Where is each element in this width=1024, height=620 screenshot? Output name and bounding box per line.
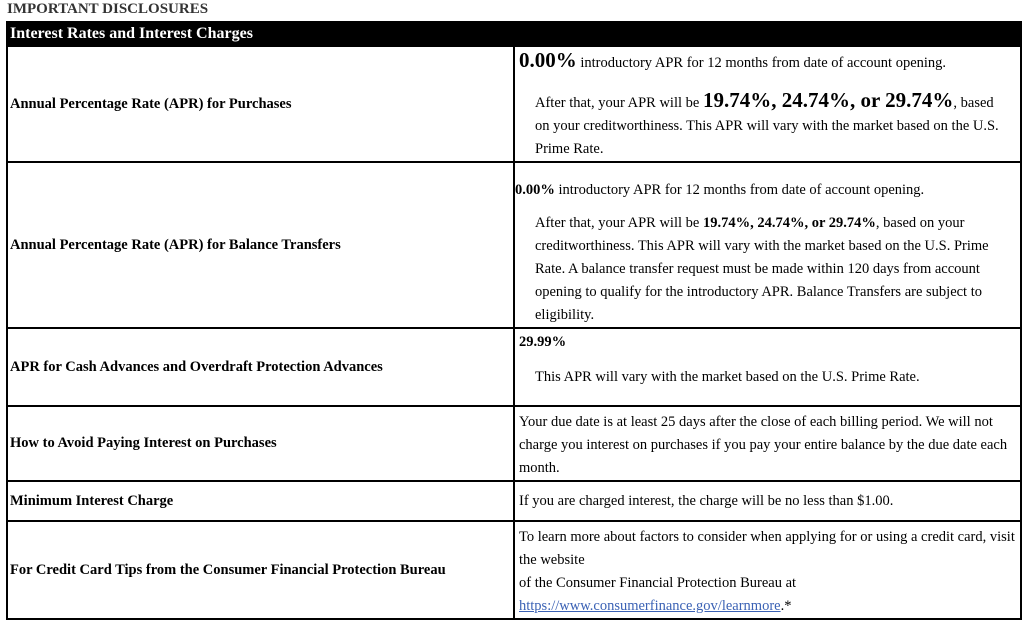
table-header-row xyxy=(7,22,1021,46)
cfpb-text xyxy=(515,522,1020,618)
row-value xyxy=(514,406,1021,481)
cash-advance-apr: 29.99% xyxy=(519,334,567,350)
intro-apr xyxy=(515,47,1020,75)
after-prefix: After that, your APR will be xyxy=(535,215,703,231)
apr-sep-1: , xyxy=(750,215,758,231)
cash-advance-rate xyxy=(515,329,1020,354)
interest-rates-table xyxy=(6,21,1022,620)
apr-sep-2: , or xyxy=(804,215,829,231)
apr-rate-1: 19.74% xyxy=(702,88,772,112)
intro-apr xyxy=(515,163,1020,202)
table-row xyxy=(7,521,1021,619)
table-header: Interest Rates and Interest Charges xyxy=(7,22,1021,46)
intro-rate: 0.00% xyxy=(515,182,555,198)
row-label: How to Avoid Paying Interest on Purchases xyxy=(7,406,514,481)
table-row xyxy=(7,46,1021,162)
cfpb-line-2 xyxy=(519,572,1020,618)
row-label: Minimum Interest Charge xyxy=(7,481,514,521)
after-prefix: After that, your APR will be xyxy=(535,95,703,111)
intro-rate: 0.00% xyxy=(519,48,577,72)
row-label: For Credit Card Tips from the Consumer Financial Protection Bureau xyxy=(7,521,514,619)
apr-sep-1: , xyxy=(771,88,782,112)
row-value xyxy=(514,521,1021,619)
apr-rate-2: 24.74% xyxy=(757,215,805,231)
cfpb-line-2-prefix: of the Consumer Financial Protection Bureau at xyxy=(519,575,797,591)
avoid-interest-text: Your due date is at least 25 days after the close of each billing period. We will not charge you interest on purchases if you pay your entire balance by the due date each month. xyxy=(519,414,1008,476)
row-value xyxy=(514,162,1021,328)
apr-rate-2: 24.74% xyxy=(781,88,850,112)
minimum-interest-text: If you are charged interest, the charge will be no less than $1.00. xyxy=(519,492,894,509)
after-apr xyxy=(515,202,1020,327)
row-value xyxy=(514,46,1021,162)
table-row xyxy=(7,481,1021,521)
row-label: Annual Percentage Rate (APR) for Balance Transfers xyxy=(7,162,514,328)
intro-text: introductory APR for 12 months from date of account opening. xyxy=(554,182,925,198)
cfpb-line-1: To learn more about factors to consider when applying for or using a credit card, visit the website xyxy=(519,529,1015,568)
apr-sep-2: , or xyxy=(849,88,886,112)
after-suffix: , based on your creditworthiness. This APR will vary with the market based on the U.S. Prime Rate. A balance transfer request must be made within 120 days from account opening to qualify for the introductory APR. Balance Transfers are subject to eligibility. xyxy=(535,215,989,323)
apr-rate-3: 29.74% xyxy=(885,88,954,112)
cash-advance-note: This APR will vary with the market based on the U.S. Prime Rate. xyxy=(535,369,920,385)
cfpb-line-2-suffix: .* xyxy=(780,598,792,614)
cfpb-learnmore-link[interactable]: https://www.consumerfinance.gov/learnmore xyxy=(519,598,781,614)
row-value xyxy=(514,481,1021,521)
table-row xyxy=(7,162,1021,328)
section-title: IMPORTANT DISCLOSURES xyxy=(7,1,209,17)
apr-rate-3: 29.74% xyxy=(828,215,876,231)
row-label: Annual Percentage Rate (APR) for Purchases xyxy=(7,46,514,162)
table-row xyxy=(7,406,1021,481)
after-suffix: , based on your creditworthiness. This APR will vary with the market based on the U.S. Prime Rate. xyxy=(535,95,999,157)
row-value xyxy=(514,328,1021,406)
row-label: APR for Cash Advances and Overdraft Protection Advances xyxy=(7,328,514,406)
table-row xyxy=(7,328,1021,406)
intro-text: introductory APR for 12 months from date of account opening. xyxy=(576,55,947,71)
after-apr xyxy=(515,75,1020,161)
apr-rate-1: 19.74% xyxy=(702,215,751,231)
